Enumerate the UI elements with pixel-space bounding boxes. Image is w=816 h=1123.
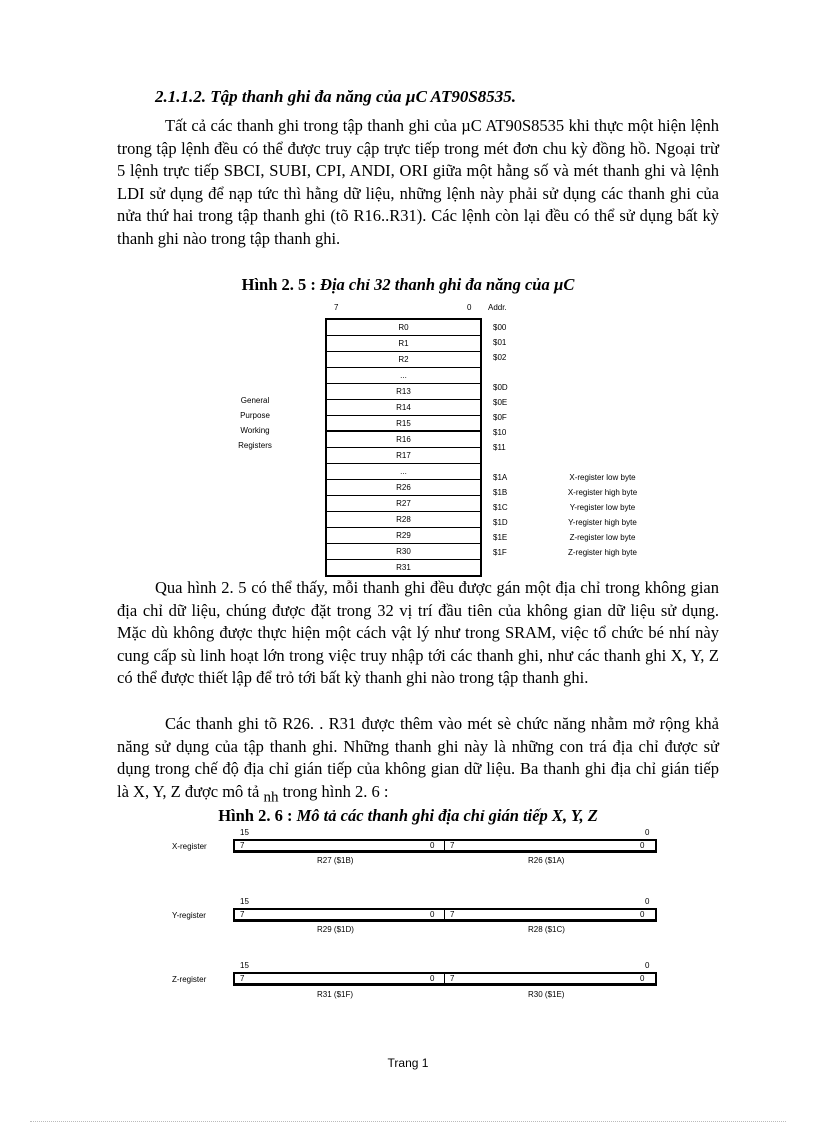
lo-bit: 7 — [450, 841, 455, 850]
register-address: $0F — [493, 413, 507, 422]
register-address: $1F — [493, 548, 507, 557]
lo-end: 0 — [640, 974, 645, 983]
hi-end: 0 — [430, 974, 435, 983]
page-divider — [30, 1121, 786, 1122]
hi-end: 0 — [430, 910, 435, 919]
lo-bit: 7 — [450, 910, 455, 919]
paragraph-1: Tất cả các thanh ghi trong tập thanh ghi của µC AT90S8535 khi thực một hiện lệnh trong tập lệnh đều có thể được truy cập trực tiếp trong mét đơn chu kỳ đồng hồ. Ngoại trừ 5 lệnh trực tiếp SBCI, SUBI, CPI, ANDI, ORI giữa một hằng số và mét thanh ghi và lệnh LDI sử dụng để nạp tức thì hằng dữ liệu, những lệnh này phải sử dụng các thanh ghi của nửa thứ hai trong tập thanh ghi (tõ R16..R31). Các lệnh còn lại đều có thể sử dụng bất kỳ thanh ghi nào trong tập thanh ghi. — [117, 116, 719, 248]
register-address: $1E — [493, 533, 508, 542]
bit-15: 15 — [240, 828, 249, 837]
figure-label: Hình 2. 6 : — [218, 806, 293, 825]
page-footer: Trang 1 — [387, 1056, 429, 1070]
lo-bit: 7 — [450, 974, 455, 983]
register-row: R31 — [396, 563, 411, 572]
bit-15: 15 — [240, 961, 249, 970]
register-row: ... — [327, 464, 480, 480]
high-byte-label: R27 ($1B) — [317, 856, 354, 865]
register-address: $0E — [493, 398, 508, 407]
register-address: $1B — [493, 488, 508, 497]
register-name: X-register — [172, 842, 207, 851]
high-byte-label: R29 ($1D) — [317, 925, 354, 934]
register-address: $10 — [493, 428, 507, 437]
y-register-box — [233, 908, 657, 922]
register-row: R28 — [327, 512, 480, 528]
register-address: $11 — [493, 443, 506, 452]
register-row: ... — [327, 368, 480, 384]
register-note: Z-register low byte — [569, 533, 636, 542]
figure-2-5-caption — [0, 275, 816, 295]
hi-bit: 7 — [240, 910, 245, 919]
register-row: R13 — [327, 384, 480, 400]
side-label: Registers — [238, 441, 272, 450]
register-row: R30 — [327, 544, 480, 560]
register-note: Y-register low byte — [569, 503, 636, 512]
figure-2-6-caption — [0, 806, 816, 826]
hi-bit: 7 — [240, 841, 245, 850]
side-label: Working — [240, 426, 270, 435]
paragraph-3-end: trong hình 2. 6 : — [282, 781, 389, 801]
register-table — [325, 318, 482, 577]
paragraph-3-sub: nh — [263, 788, 279, 805]
low-byte-label: R26 ($1A) — [528, 856, 565, 865]
register-address: $1A — [493, 473, 508, 482]
register-row: R27 — [327, 496, 480, 512]
register-note: Z-register high byte — [568, 548, 637, 557]
register-row: R26 — [327, 480, 480, 496]
register-row: R0 — [327, 320, 480, 336]
side-label: General — [240, 396, 270, 405]
register-name: Z-register — [172, 975, 207, 984]
lo-end: 0 — [640, 841, 645, 850]
figure-label: Hình 2. 5 : — [241, 275, 316, 294]
register-address: $1C — [493, 503, 508, 512]
bit-15: 15 — [240, 897, 249, 906]
paragraph-3-main: Các thanh ghi tõ R26. . R31 được thêm vào mét sè chức năng nhằm mở rộng khả năng sử dụng của tập thanh ghi. Những thanh ghi này là những con trá địa chỉ được sử dụng trong chế độ địa chỉ gián tiếp của không gian dữ liệu. Ba thanh ghi địa chỉ gián tiếp là X, Y, Z được mô tả — [117, 714, 719, 801]
register-row: R17 — [327, 448, 480, 464]
register-row: R29 — [327, 528, 480, 544]
register-address: $02 — [493, 353, 507, 362]
register-name: Y-register — [172, 911, 206, 920]
register-row: R2 — [327, 352, 480, 368]
addr-header: Addr. — [488, 303, 507, 312]
x-register-box — [233, 839, 657, 853]
figure-title: Địa chỉ 32 thanh ghi đa năng của µC — [320, 275, 575, 294]
hi-bit: 7 — [240, 974, 245, 983]
paragraph-3 — [117, 713, 719, 808]
register-row: R15 — [327, 416, 480, 432]
bit-low-label: 0 — [467, 303, 472, 312]
register-address: $01 — [493, 338, 507, 347]
lo-end: 0 — [640, 910, 645, 919]
low-byte-label: R28 ($1C) — [528, 925, 565, 934]
register-row: R14 — [327, 400, 480, 416]
bit-0: 0 — [645, 897, 650, 906]
bit-0: 0 — [645, 828, 650, 837]
section-heading: 2.1.1.2. Tập thanh ghi đa năng của µC AT90S8535. — [155, 87, 517, 106]
hi-end: 0 — [430, 841, 435, 850]
register-row: R1 — [327, 336, 480, 352]
z-register-box — [233, 972, 657, 986]
side-label: Purpose — [240, 411, 270, 420]
register-row: R16 — [327, 432, 480, 448]
bit-high-label: 7 — [334, 303, 339, 312]
bit-0: 0 — [645, 961, 650, 970]
register-note: Y-register high byte — [568, 518, 637, 527]
register-address: $0D — [493, 383, 508, 392]
high-byte-label: R31 ($1F) — [317, 990, 354, 999]
register-note: X-register low byte — [569, 473, 636, 482]
low-byte-label: R30 ($1E) — [528, 990, 565, 999]
figure-title: Mô tả các thanh ghi địa chỉ gián tiếp X, Y, Z — [296, 806, 598, 825]
register-note: X-register high byte — [567, 488, 638, 497]
paragraph-2: Qua hình 2. 5 có thể thấy, mỗi thanh ghi đều được gán một địa chỉ trong không gian địa chỉ dữ liệu, chúng được đặt trong 32 vị trí đầu tiên của không gian dữ liệu sử dụng. Mặc dù không được thực hiện một cách vật lý như trong SRAM, việc tổ chức bé nhí này cung cấp sù linh hoạt lớn trong việc truy nhập tới các thanh ghi, như các thanh ghi X, Y, Z có thể được thiết lập để trỏ tới bất kỳ thanh ghi nào trong tập thanh ghi. — [117, 578, 719, 687]
register-address: $1D — [493, 518, 508, 527]
register-address: $00 — [493, 323, 507, 332]
